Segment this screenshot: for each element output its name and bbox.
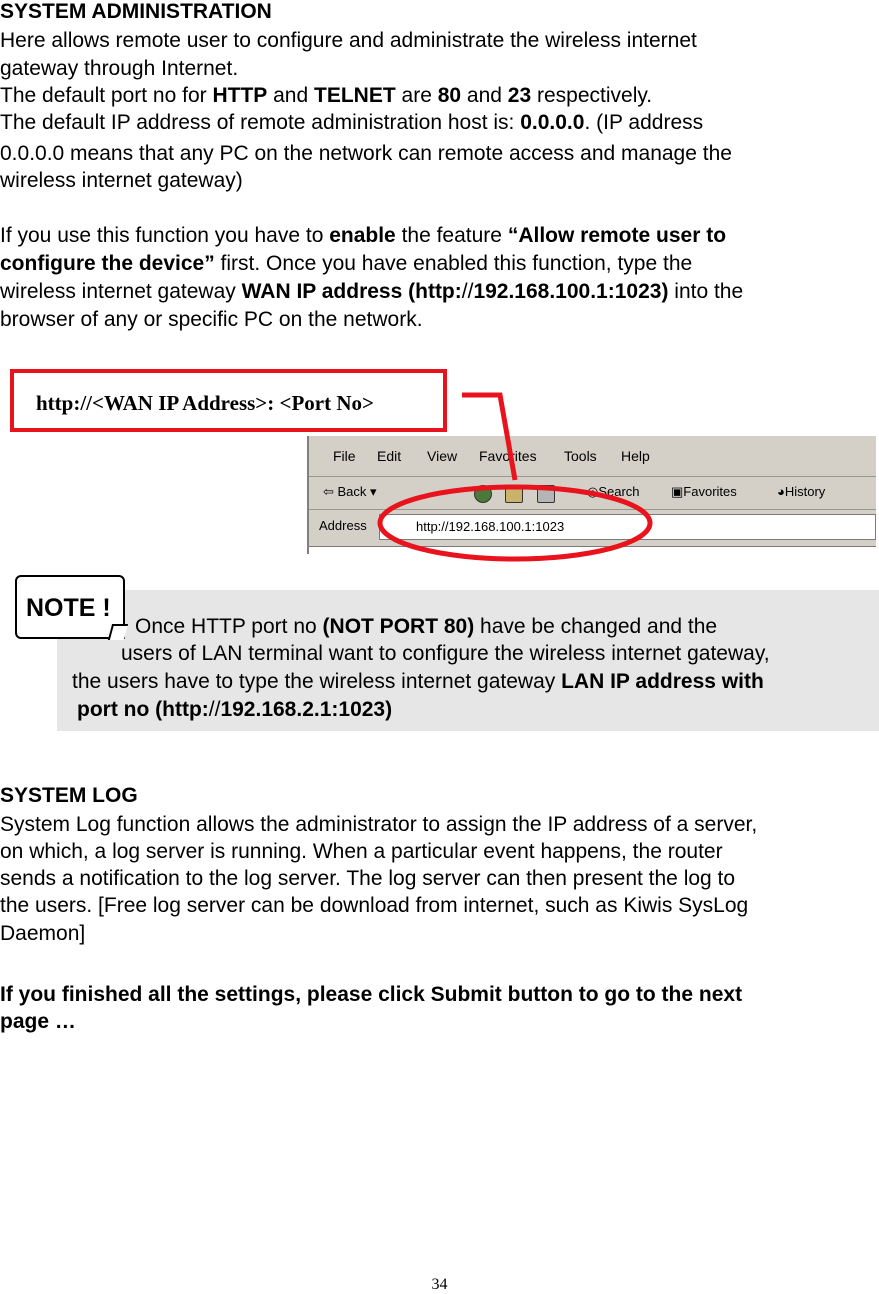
back-button[interactable]: ⇦ Back ▾ <box>323 484 377 499</box>
menu-help[interactable]: Help <box>621 448 650 464</box>
callout-annotation <box>0 0 879 600</box>
address-value: http://192.168.100.1:1023 <box>416 519 565 534</box>
menu-edit[interactable]: Edit <box>377 448 402 464</box>
history-icon: ◕ <box>777 484 785 499</box>
syslog-paragraph-line: the users. [Free log server can be download from internet, such as Kiwis SysLog <box>0 894 749 917</box>
favorites-button[interactable]: ▣Favorites <box>671 484 737 499</box>
admin-paragraph-line: browser of any or specific PC on the network. <box>0 308 423 331</box>
syslog-paragraph-line: System Log function allows the administrator to assign the IP address of a server, <box>0 813 758 836</box>
syslog-paragraph-line: Daemon] <box>0 922 86 945</box>
admin-paragraph-line: Here allows remote user to configure and administrate the wireless internet <box>0 29 697 52</box>
finish-instruction-line: If you finished all the settings, please click Submit button to go to the next <box>0 983 743 1006</box>
search-icon: ◎ <box>587 484 599 499</box>
default-ports-line: The default port no for HTTP and TELNET are 80 and 23 respectively. <box>0 84 653 107</box>
menu-file[interactable]: File <box>333 448 356 464</box>
page-number: 34 <box>431 1276 448 1293</box>
admin-paragraph-line: wireless internet gateway) <box>0 169 243 192</box>
wan-address-line: wireless internet gateway WAN IP address (http://192.168.100.1:1023) into the <box>0 280 744 303</box>
menu-view[interactable]: View <box>427 448 458 464</box>
enable-feature-line: configure the device” first. Once you have enabled this function, type the <box>0 252 693 275</box>
syslog-paragraph-line: sends a notification to the log server. The log server can then present the log to <box>0 867 736 890</box>
callout-connector <box>462 395 515 480</box>
search-button[interactable]: ◎Search <box>587 484 640 499</box>
note-line: the users have to type the wireless internet gateway LAN IP address with <box>72 670 764 693</box>
finish-instruction-line: page … <box>0 1010 76 1033</box>
admin-paragraph-line: gateway through Internet. <box>0 57 239 80</box>
default-ip-line: The default IP address of remote administration host is: 0.0.0.0. (IP address <box>0 111 704 134</box>
note-badge-label: NOTE ! <box>26 594 111 622</box>
menu-favorites[interactable]: Favorites <box>479 448 537 464</box>
admin-paragraph-line: 0.0.0.0 means that any PC on the network can remote access and manage the <box>0 142 732 165</box>
note-line: port no (http://192.168.2.1:1023) <box>77 698 393 721</box>
note-badge <box>15 575 125 639</box>
syslog-paragraph-line: on which, a log server is running. When a particular event happens, the router <box>0 840 723 863</box>
enable-feature-line: If you use this function you have to enable the feature “Allow remote user to <box>0 224 727 247</box>
menu-tools[interactable]: Tools <box>564 448 597 464</box>
note-box <box>57 590 879 731</box>
note-line: Once HTTP port no (NOT PORT 80) have be changed and the <box>135 615 718 638</box>
history-button[interactable]: ◕History <box>777 484 826 499</box>
favorites-icon: ▣ <box>671 484 684 499</box>
address-label: Address <box>319 518 367 533</box>
address-highlight-ellipse <box>380 487 650 559</box>
section-heading-syslog: SYSTEM LOG <box>0 784 138 807</box>
section-heading-admin: SYSTEM ADMINISTRATION <box>0 0 272 23</box>
url-format-text: http://<WAN IP Address>: <Port No> <box>36 391 374 415</box>
note-line: users of LAN terminal want to configure the wireless internet gateway, <box>121 642 770 665</box>
